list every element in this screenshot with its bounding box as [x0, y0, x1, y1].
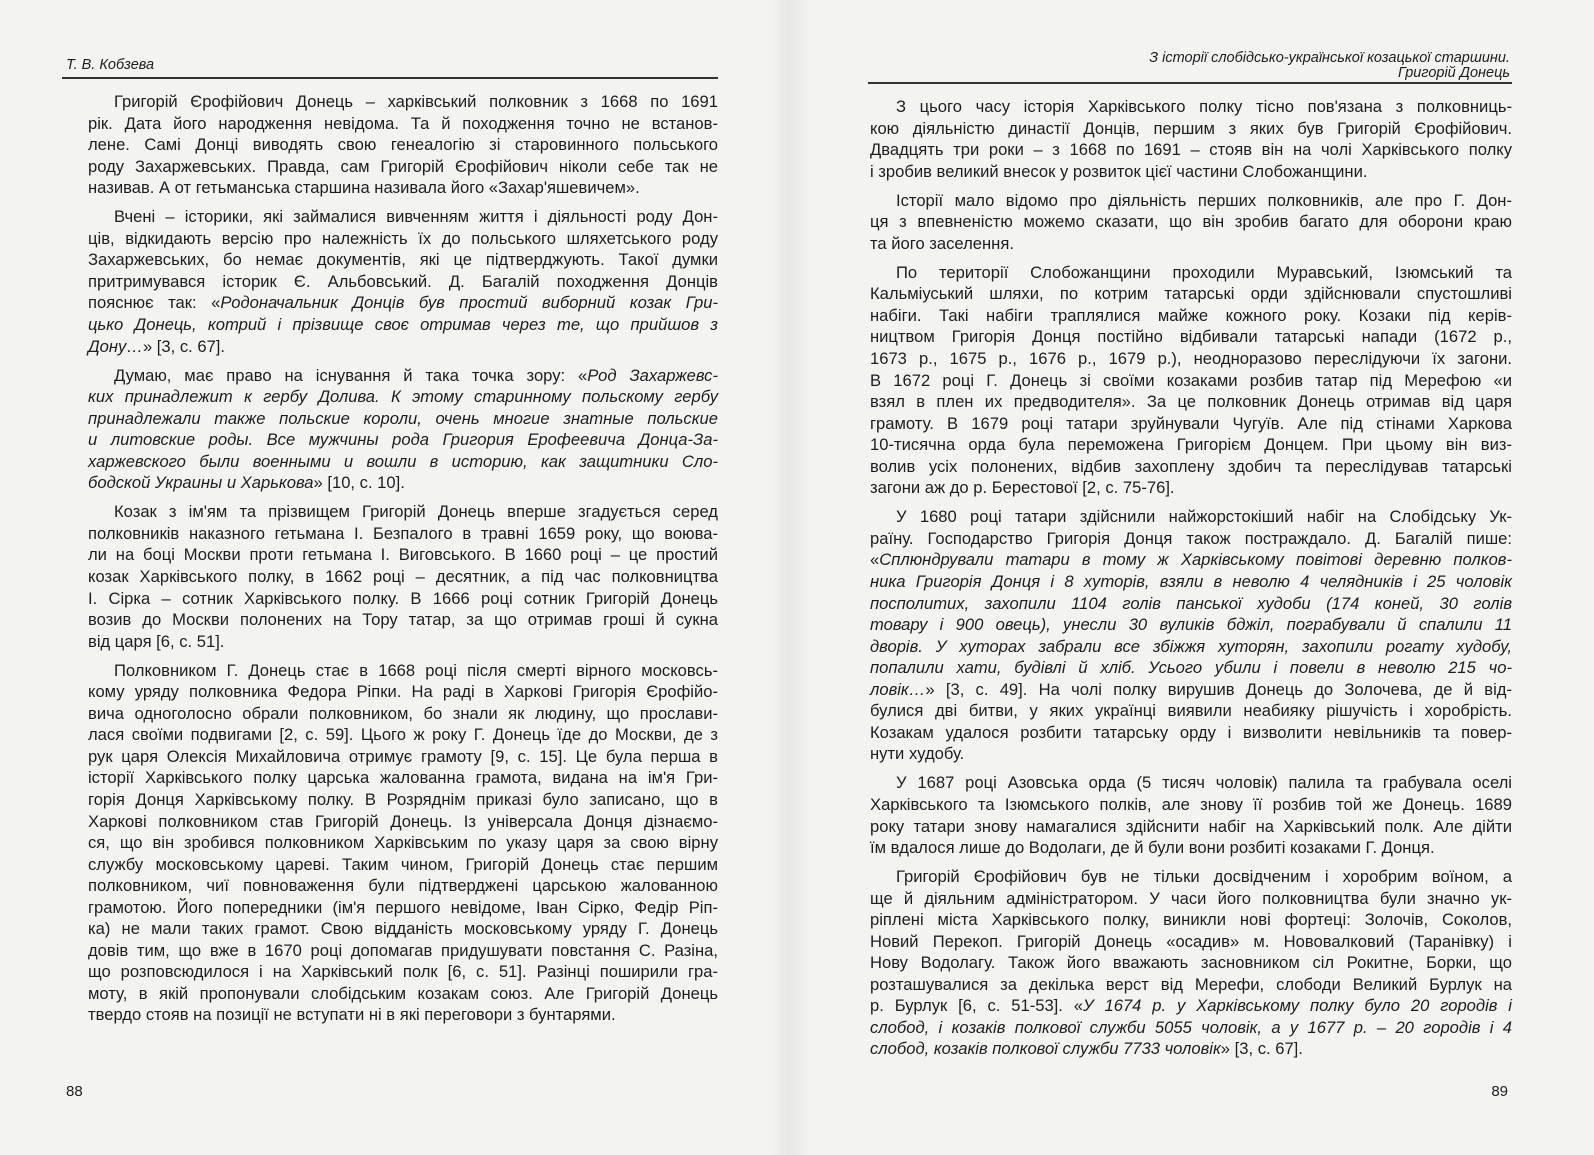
quote-text: Дону…	[88, 336, 143, 356]
quote-text: ких принадлежит к гербу Долива. К этому старинному польскому гербу	[88, 387, 718, 407]
text-line	[88, 429, 718, 451]
body-text: У 1680 році татари здійснили найжорстокіший набіг на Слобідську Ук-	[896, 507, 1512, 527]
text-line	[88, 292, 718, 314]
text-line	[88, 681, 718, 703]
body-text: Новий Перекоп. Григорій Донець «осадив» м. Нововалковий (Таранівку) і	[870, 931, 1512, 951]
text-line	[870, 413, 1512, 435]
text-line	[88, 918, 718, 940]
text-line	[870, 816, 1512, 838]
text-line	[88, 724, 718, 746]
text-line	[88, 811, 718, 833]
body-text: З цього часу історія Харківського полку тісно пов'язана з полковниць-	[896, 97, 1512, 116]
text-line	[88, 523, 718, 545]
text-line	[870, 96, 1512, 118]
body-text: По території Слобожанщини проходили Муравський, Ізюмський та	[896, 262, 1512, 282]
text-line	[870, 506, 1512, 528]
body-text: лене. Самі Донці виводять свою генеалогію зі старовинного польського	[88, 135, 718, 155]
body-text: ців, відкидають версію про належність їх до польського шляхетського роду	[88, 228, 718, 248]
quote-text: Сплюндрували татари в тому ж Харківському повітові деревню полков-	[879, 550, 1512, 570]
body-text: Григорій Єрофійович Донець – харківський полковник з 1668 по 1691	[114, 92, 718, 111]
header-line: Т. В. Кобзева	[66, 57, 155, 73]
page-number: 89	[1491, 1083, 1508, 1100]
text-line	[88, 940, 718, 962]
body-text: ще й діяльним адміністратором. У часи його полковництва були значно ук-	[870, 888, 1512, 908]
text-line	[870, 866, 1512, 888]
page-body	[870, 96, 1512, 1068]
text-line	[870, 636, 1512, 658]
text-line	[88, 408, 718, 430]
text-line	[88, 134, 718, 156]
text-line	[870, 657, 1512, 679]
left-page	[62, 0, 718, 1155]
paragraph	[870, 866, 1512, 1060]
text-line	[88, 767, 718, 789]
body-text: Нову Водолагу. Також його вважають засновником сіл Рокитне, Борки, що	[870, 953, 1512, 973]
header-rule	[62, 77, 718, 79]
text-line	[88, 271, 718, 293]
body-text: їм вдалося лише до Водолаги, де й були вони розбиті козаками Г. Донця.	[870, 838, 1435, 858]
text-line	[870, 549, 1512, 571]
quote-text: ника Григорія Донця і 8 хуторів, взяли в неволю 4 челядників і 25 чоловік	[870, 571, 1512, 591]
body-text: В 1672 році Г. Донець зі своїми козаками розбив татар під Мерефою «и	[870, 370, 1512, 390]
text-line	[88, 631, 718, 653]
quote-text: харжевского были военными и вошли в историю, как защитники Сло-	[88, 451, 718, 471]
text-line	[88, 451, 718, 473]
text-line	[88, 472, 718, 494]
quote-text: бодской Украины и Харькова	[88, 473, 314, 493]
text-line	[870, 614, 1512, 636]
body-text: службу московському цареві. Таким чином, Григорій Донець стає першим	[88, 854, 718, 874]
text-line	[88, 314, 718, 336]
body-text: кому уряду полковника Федора Ріпки. На раді в Харкові Григорія Єрофійо-	[88, 682, 718, 702]
body-text: ріплені міста Харківського полку, виникли нові фортеці: Золочів, Соколов,	[870, 910, 1512, 930]
text-line	[88, 660, 718, 682]
text-line	[870, 837, 1512, 859]
page-body	[88, 91, 718, 1033]
text-line	[870, 952, 1512, 974]
text-line	[870, 722, 1512, 744]
paragraph	[88, 91, 718, 199]
body-text: Харківського та Ізюмського полків, але знову її розбив той же Донець. 1689	[870, 794, 1512, 814]
text-line	[870, 1038, 1512, 1060]
text-line	[870, 1017, 1512, 1039]
body-text: набіги. Такі набіги траплялися майже кожного року. Козаки під керів-	[870, 305, 1512, 325]
text-line	[88, 609, 718, 631]
paragraph	[870, 506, 1512, 765]
body-text: взял в плен их предводителя». За це полковник Донець отримав від царя	[870, 392, 1512, 412]
body-text: Козак з ім'ям та прізвищем Григорій Донець вперше згадується серед	[114, 502, 718, 522]
text-line	[870, 262, 1512, 284]
body-text: пояснює так: «	[88, 293, 221, 313]
text-line	[870, 995, 1512, 1017]
text-line	[870, 743, 1512, 765]
body-text: рук царя Олексія Михайловича отримує грамоту [9, с. 15]. Це була перша в	[88, 746, 718, 766]
body-text: полковником, чиї повноваження були підтверджені царською жалованною	[88, 876, 718, 896]
text-line	[870, 391, 1512, 413]
right-page	[868, 0, 1512, 1155]
body-text: 10-тисячна орда була переможена Григорієм Донцем. При цьому він виз-	[870, 435, 1512, 455]
book-spine	[770, 0, 810, 1155]
header-rule	[868, 82, 1512, 84]
body-text: загони аж до р. Берестової [2, с. 75-76].	[870, 478, 1175, 498]
quote-text: Родоначальник Донців був простий виборний козак Гри-	[220, 293, 718, 313]
text-line	[88, 588, 718, 610]
quote-text: и литовские роды. Все мужчины рода Григория Ерофеевича Донца-За-	[88, 430, 718, 450]
body-text: Григорій Єрофійович був не тільки досвідченим і хоробрим воїном, а	[896, 867, 1512, 887]
quote-text: Род Захаржевс-	[587, 365, 719, 385]
body-text: Полковником Г. Донець стає в 1668 році після смерті вірного московсь-	[114, 660, 718, 680]
text-line	[870, 477, 1512, 499]
quote-text: посполитих, захопили 1104 голів панської худоби (174 коней, 30 голів	[870, 593, 1512, 613]
quote-text: ловік…	[870, 679, 926, 699]
body-text: ництвом Григорія Донця постійно відбивали татарські напади (1672 р.,	[870, 327, 1512, 347]
quote-text: У 1674 р. у Харківському полку було 20 городів і	[1083, 996, 1512, 1016]
paragraph	[88, 365, 718, 494]
text-line	[88, 746, 718, 768]
body-text: кою діяльністю династії Донців, першим з яких був Григорій Єрофійович.	[870, 118, 1512, 138]
text-line	[870, 931, 1512, 953]
text-line	[870, 909, 1512, 931]
body-text: ця з впевненістю можемо сказати, що він зробив багато для оборони краю	[870, 212, 1512, 232]
body-text: та його заселення.	[870, 233, 1014, 253]
text-line	[88, 1004, 718, 1026]
text-line	[870, 794, 1512, 816]
text-line	[870, 370, 1512, 392]
body-text: Кальміуський шляхи, по котрим татарські орди здійснювали спустошливі	[870, 284, 1512, 304]
body-text: що розповсюдилося і на Харківський полк [6, с. 51]. Разінці поширили гра-	[88, 962, 718, 982]
body-text: і зробив великий внесок у розвиток цієї частини Слобожанщини.	[870, 161, 1368, 181]
body-text: Харкові полковником став Григорій Донець. Із універсала Донця дізнаємо-	[88, 811, 718, 831]
body-text: грамоту. В 1679 році татари зруйнували Чугуїв. Але під стінами Харкова	[870, 413, 1512, 433]
paragraph	[88, 660, 718, 1026]
paragraph	[870, 96, 1512, 182]
body-text: І. Сірка – сотник Харківського полку. В 1666 році сотник Григорій Донець	[88, 588, 718, 608]
body-text: 1673 р., 1675 р., 1676 р., 1679 р.), неодноразово переслідуючи їх загони.	[870, 349, 1512, 369]
body-text: вича одноголосно обрали полковником, бо знали як людину, що прослави-	[88, 703, 718, 723]
text-line	[870, 118, 1512, 140]
body-text: твердо стояв на позиції не вступати ні в які переговори з бунтарями.	[88, 1005, 616, 1025]
page-number: 88	[66, 1083, 83, 1100]
body-text: раїну. Господарство Григорія Донця також постраждало. Д. Багалій пише:	[870, 528, 1512, 548]
body-text: Вчені – історики, які займалися вивченням життя і діяльності роду Дон-	[114, 207, 718, 227]
text-line	[870, 456, 1512, 478]
text-line	[88, 249, 718, 271]
body-text: волив усіх полонених, відбив захоплену здобич та переслідував татарські	[870, 456, 1512, 476]
text-line	[88, 156, 718, 178]
text-line	[88, 206, 718, 228]
text-line	[870, 974, 1512, 996]
text-line	[88, 336, 718, 358]
body-text: Двадцять три роки – з 1668 по 1691 – стояв він на чолі Харківського полку	[870, 140, 1512, 160]
body-text: возив до Москви полонених на Тору татар, за що отримав гроші й сукна	[88, 610, 718, 630]
body-text: «	[870, 550, 880, 570]
body-text: моту, в якій пропонували слобідським козакам союз. Але Григорій Донець	[88, 983, 718, 1003]
text-line	[870, 571, 1512, 593]
header-line: З історії слобідсько-української козацької старшини.	[1149, 50, 1510, 66]
text-line	[870, 305, 1512, 327]
text-line	[870, 772, 1512, 794]
text-line	[88, 897, 718, 919]
text-line	[870, 888, 1512, 910]
body-text: » [3, с. 67].	[1220, 1039, 1303, 1059]
text-line	[88, 501, 718, 523]
text-line	[870, 233, 1512, 255]
text-line	[88, 961, 718, 983]
text-line	[870, 190, 1512, 212]
body-text: р. Бурлук [6, с. 51-53]. «	[870, 996, 1084, 1016]
quote-text: цько Донець, котрий і прізвище своє отримав через те, що прийшов з	[88, 314, 718, 334]
text-line	[88, 854, 718, 876]
text-line	[870, 161, 1512, 183]
text-line	[870, 434, 1512, 456]
text-line	[870, 211, 1512, 233]
text-line	[88, 386, 718, 408]
text-line	[88, 832, 718, 854]
body-text: » [3, с. 49]. На чолі полку вирушив Донець до Золочева, де й від-	[925, 679, 1512, 699]
quote-text: принадлежали также польские короли, очень многие знатные польские	[88, 408, 718, 428]
text-line	[88, 113, 718, 135]
text-line	[870, 593, 1512, 615]
body-text: роду Захаржевських. Правда, сам Григорій Єрофійович ніколи себе так не	[88, 156, 718, 176]
paragraph	[870, 262, 1512, 499]
quote-text: дворів. У хуторах забрали все збіжжя хуторян, захопили рогату худобу,	[870, 636, 1512, 656]
body-text: горія Донця Харківському полку. В Розряднім приказі було записано, що в	[88, 789, 718, 809]
body-text: Захаржевських, бо немає документів, які це підтверджують. Такої думки	[88, 250, 718, 270]
running-header	[1149, 51, 1510, 81]
body-text: У 1687 році Азовська орда (5 тисяч чоловік) палила та грабувала оселі	[896, 773, 1512, 793]
body-text: Козакам удалося розбити татарську орду і визволити невільників та повер-	[870, 722, 1512, 742]
header-line: Григорій Донець	[1397, 65, 1510, 81]
body-text: » [10, с. 10].	[313, 473, 405, 493]
body-text: грамотою. Його попередники (ім'я першого невідоме, Іван Сірко, Федір Ріп-	[88, 897, 718, 917]
text-line	[88, 544, 718, 566]
body-text: року татари знову намагалися здійснити набіг на Харківський полк. Але дійти	[870, 816, 1512, 836]
text-line	[870, 700, 1512, 722]
text-line	[88, 365, 718, 387]
quote-text: попалили хати, будівлі й хліб. Усього убили і повели в неволю 215 чо-	[870, 658, 1512, 678]
body-text: ка) не мали таких грамот. Свою відданість московському уряду Г. Донець	[88, 919, 718, 939]
text-line	[88, 983, 718, 1005]
body-text: довів тим, що вже в 1670 році допомагав придушувати повстання С. Разіна,	[88, 940, 718, 960]
body-text: рік. Дата його народження невідома. Та й походження точно не встанов-	[88, 113, 718, 133]
text-line	[88, 228, 718, 250]
text-line	[88, 789, 718, 811]
text-line	[870, 348, 1512, 370]
text-line	[870, 139, 1512, 161]
quote-text: слобод, і козаків полкової служби 5055 чоловік, а у 1677 р. – 20 городів і 4	[870, 1017, 1512, 1037]
body-text: полковників наказного гетьмана І. Безпалого в травні 1659 року, що воюва-	[88, 523, 718, 543]
text-line	[88, 91, 718, 113]
body-text: історії Харківського полку царська жалованна грамота, видана на ім'я Гри-	[88, 768, 718, 788]
paragraph	[88, 206, 718, 357]
text-line	[870, 679, 1512, 701]
quote-text: товару і 900 овець), унесли 30 вуликів бджіл, пограбували й спалили 11	[870, 615, 1512, 635]
text-line	[870, 528, 1512, 550]
body-text: розташувалися за декілька верст від Мерефи, слободи Великий Бурлук на	[870, 974, 1512, 994]
body-text: від царя [6, с. 51].	[88, 631, 225, 651]
body-text: козак Харківського полку, в 1662 році – десятник, а під час полковництва	[88, 566, 718, 586]
text-line	[88, 566, 718, 588]
text-line	[88, 875, 718, 897]
text-line	[870, 326, 1512, 348]
body-text: притримувався історик Є. Альбовський. Д. Багалій походження Донців	[88, 271, 718, 291]
body-text: » [3, с. 67].	[142, 336, 226, 356]
text-line	[88, 703, 718, 725]
text-line	[88, 177, 718, 199]
body-text: ли на боці Москви проти гетьмана І. Виговського. В 1660 році – це простий	[88, 545, 718, 565]
paragraph	[870, 190, 1512, 255]
body-text: Історії мало відомо про діяльність перших полковників, але про Г. Дон-	[896, 190, 1512, 210]
quote-text: слобод, козаків полкової служби 7733 чоловік	[870, 1039, 1221, 1059]
text-line	[870, 283, 1512, 305]
body-text: називав. А от гетьманська старшина називала його «Захар'яшевичем».	[88, 178, 640, 198]
body-text: булися дві битви, у яких українці виявили неабияку рішучість і хоробрість.	[870, 701, 1512, 721]
body-text: нути худобу.	[870, 744, 965, 764]
paragraph	[870, 772, 1512, 858]
body-text: ся, що він зробився полковником Харківським по указу царя за свою вірну	[88, 833, 718, 853]
body-text: Думаю, має право на існування й така точка зору: «	[114, 365, 588, 385]
paragraph	[88, 501, 718, 652]
body-text: лася своїми подвигами [2, с. 59]. Цього ж року Г. Донець їде до Москви, де з	[88, 725, 718, 745]
running-header	[66, 58, 154, 73]
